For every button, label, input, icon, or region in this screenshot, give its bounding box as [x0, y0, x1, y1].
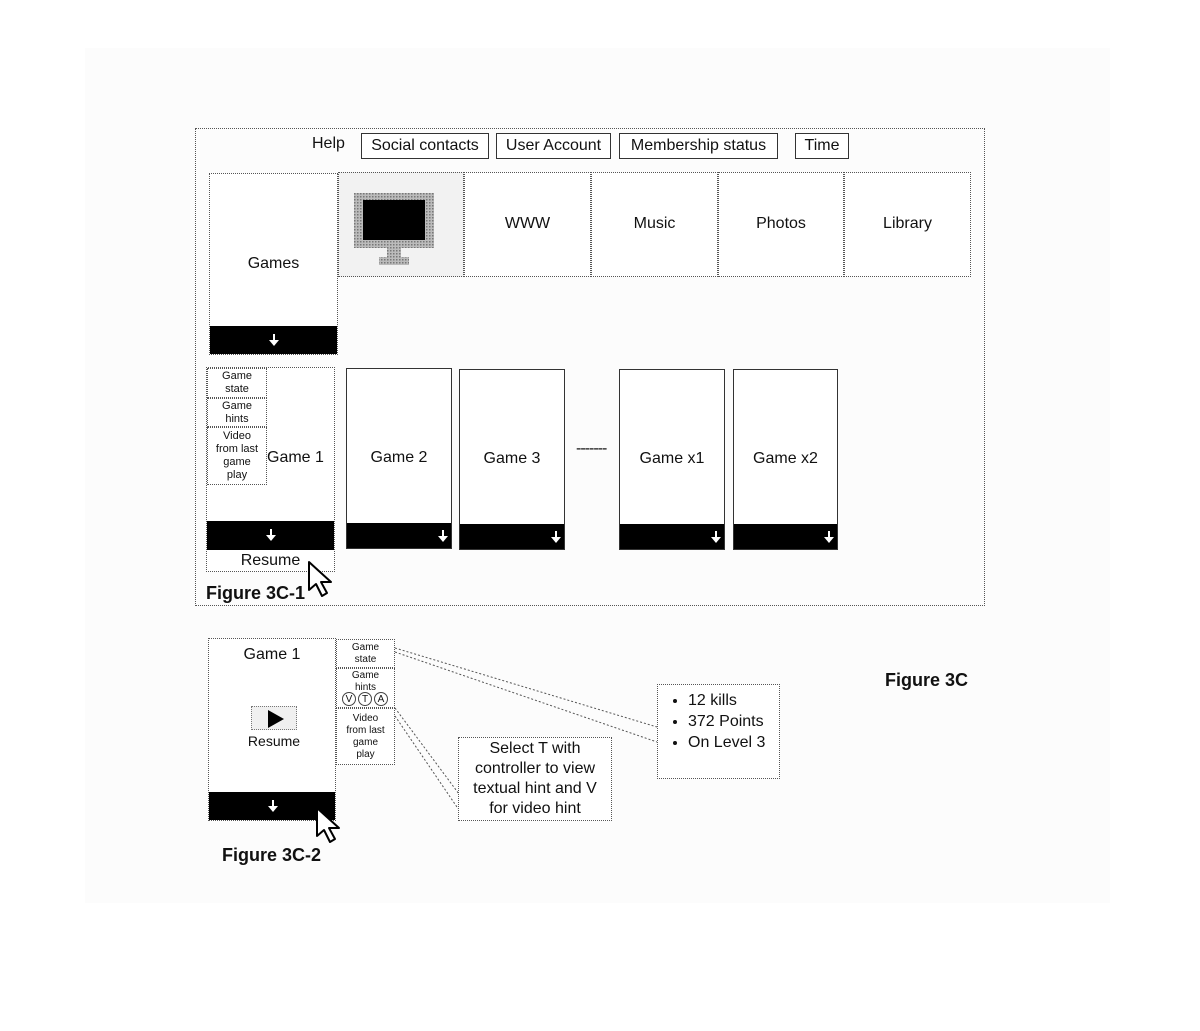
game-3-label: Game 3 [483, 450, 541, 467]
figure-3c-label: Figure 3C [885, 670, 969, 690]
stat-level: • On Level 3 [688, 732, 779, 753]
www-label: WWW [504, 215, 551, 232]
game-x2-label: Game x2 [753, 450, 818, 467]
game-state-stats-box [657, 684, 780, 779]
detail-submenu-game-state[interactable]: Game state [336, 639, 395, 668]
hint-callout: Select T with controller to view textual hint and V for video hint [458, 737, 612, 821]
stats-list [658, 690, 779, 753]
detail-hints-label: Game hints [351, 670, 380, 693]
submenu-game-hints[interactable]: Game hints [207, 398, 267, 427]
social-contacts-button[interactable]: Social contacts [361, 133, 489, 159]
time-button[interactable]: Time [795, 133, 849, 159]
help-link[interactable]: Help [312, 135, 345, 152]
stat-points: • 372 Points [688, 711, 779, 732]
membership-status-button[interactable]: Membership status [619, 133, 778, 159]
game-1-detail-title: Game 1 [243, 646, 301, 663]
figure-3c-1-label: Figure 3C-1 [206, 583, 306, 603]
photos-label: Photos [756, 215, 806, 232]
games-label: Games [247, 255, 300, 272]
submenu-game-state[interactable]: Game state [207, 368, 267, 398]
detail-resume-label: Resume [247, 733, 301, 749]
resume-button[interactable]: Resume [240, 551, 301, 569]
hint-v-button[interactable]: V [342, 692, 356, 706]
library-label: Library [883, 215, 932, 232]
detail-submenu-video-last-play[interactable]: Video from last game play [336, 708, 395, 765]
submenu-video-last-play[interactable]: Video from last game play [207, 427, 267, 485]
user-account-button[interactable]: User Account [496, 133, 611, 159]
hint-t-button[interactable]: T [358, 692, 372, 706]
figure-3c-2-label: Figure 3C-2 [222, 845, 322, 865]
more-games-ellipsis: ------- [576, 440, 607, 457]
music-label: Music [633, 215, 676, 232]
stat-kills: • 12 kills [688, 690, 779, 711]
hint-a-button[interactable]: A [374, 692, 388, 706]
game-1-label: Game 1 [267, 449, 324, 466]
game-2-label: Game 2 [370, 449, 428, 466]
game-x1-label: Game x1 [639, 450, 705, 467]
